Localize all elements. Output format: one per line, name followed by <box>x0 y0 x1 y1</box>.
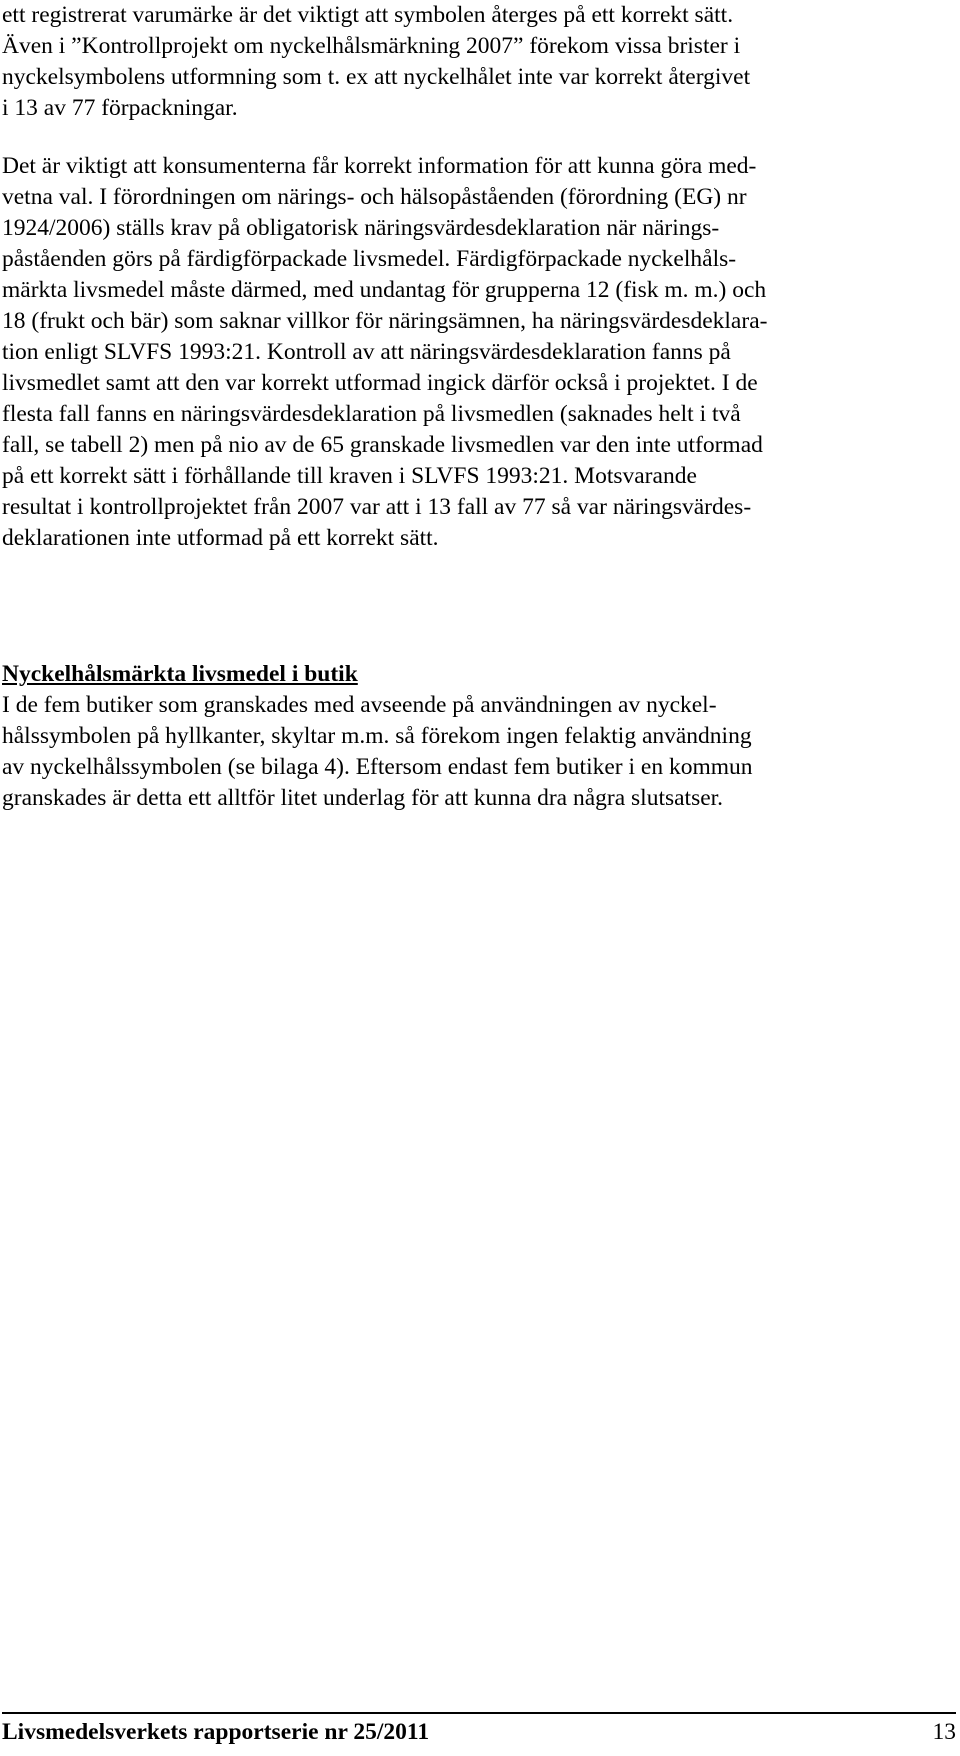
text-line: flesta fall fanns en näringsvärdesdeklaration på livsmedlen (saknades helt i två <box>2 401 741 427</box>
text-line: hålssymbolen på hyllkanter, skyltar m.m. så förekom ingen felaktig användning <box>2 723 752 749</box>
text-line: 1924/2006) ställs krav på obligatorisk näringsvärdesdeklaration när närings- <box>2 215 720 241</box>
text-line: nyckelsymbolens utformning som t. ex att nyckelhålet inte var korrekt återgivet <box>2 64 751 90</box>
text-line: I de fem butiker som granskades med avseende på användningen av nyckel- <box>2 692 717 718</box>
text-line: vetna val. I förordningen om närings- och hälsopåståenden (förordning (EG) nr <box>2 184 747 210</box>
text-line: märkta livsmedel måste därmed, med undantag för grupperna 12 (fisk m. m.) och <box>2 277 767 303</box>
footer-report-series: Livsmedelsverkets rapportserie nr 25/2011 <box>2 1719 430 1745</box>
text-line: deklarationen inte utformad på ett korrekt sätt. <box>2 525 439 551</box>
page-number: 13 <box>932 1719 956 1745</box>
text-line: Även i ”Kontrollprojekt om nyckelhålsmärkning 2007” förekom vissa brister i <box>2 33 741 59</box>
text-line: granskades är detta ett alltför litet underlag för att kunna dra några slutsatser. <box>2 785 724 811</box>
text-line: fall, se tabell 2) men på nio av de 65 granskade livsmedlen var den inte utformad <box>2 432 763 458</box>
text-line: resultat i kontrollprojektet från 2007 var att i 13 fall av 77 så var näringsvärdes- <box>2 494 752 520</box>
text-line: tion enligt SLVFS 1993:21. Kontroll av att näringsvärdesdeklaration fanns på <box>2 339 731 365</box>
text-line: i 13 av 77 förpackningar. <box>2 95 238 121</box>
text-line: ett registrerat varumärke är det viktigt att symbolen återges på ett korrekt sätt. <box>2 2 734 28</box>
text-line: 18 (frukt och bär) som saknar villkor för näringsämnen, ha näringsvärdesdeklara- <box>2 308 768 334</box>
text-line: av nyckelhålssymbolen (se bilaga 4). Eftersom endast fem butiker i en kommun <box>2 754 753 780</box>
text-line: Det är viktigt att konsumenterna får korrekt information för att kunna göra med- <box>2 153 757 179</box>
text-line: på ett korrekt sätt i förhållande till kraven i SLVFS 1993:21. Motsvarande <box>2 463 697 489</box>
footer-divider <box>2 1712 956 1714</box>
text-line: påståenden görs på färdigförpackade livsmedel. Färdigförpackade nyckelhåls- <box>2 246 737 272</box>
section-heading: Nyckelhålsmärkta livsmedel i butik <box>2 661 358 687</box>
text-line: livsmedlet samt att den var korrekt utformad ingick därför också i projektet. I de <box>2 370 758 396</box>
